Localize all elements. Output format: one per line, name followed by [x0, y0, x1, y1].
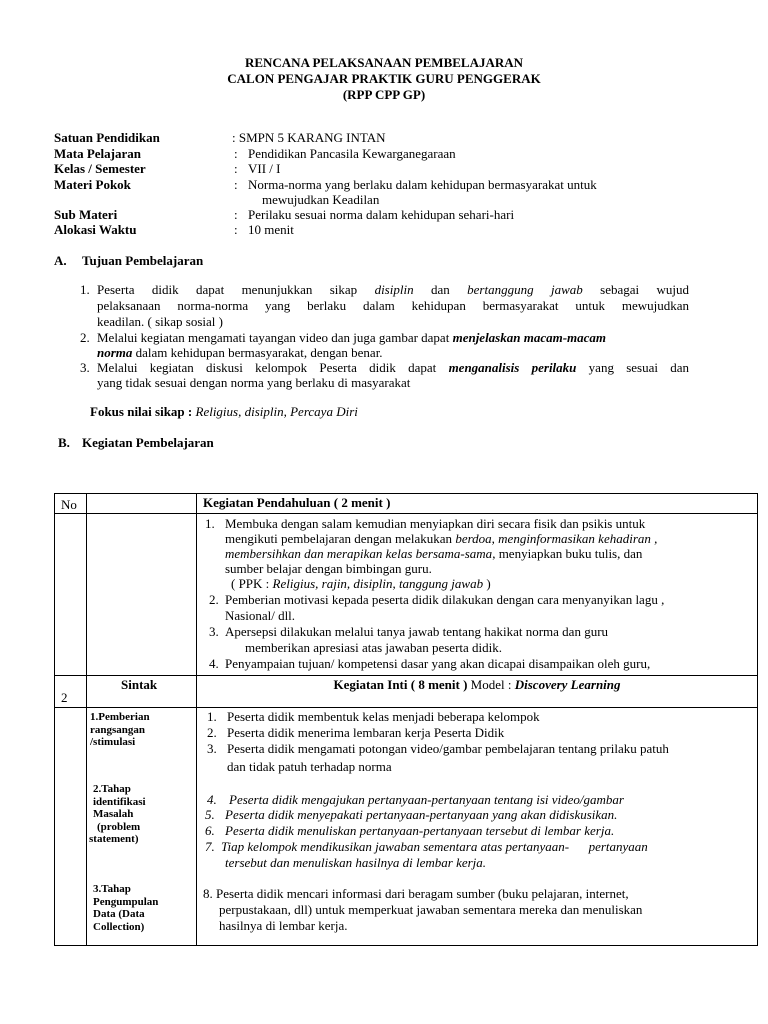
pend-1-l5: ( PPK : Religius, rajin, disiplin, tanggung jawab ): [231, 576, 491, 591]
colon: :: [234, 161, 238, 176]
section-b-heading: Kegiatan Pembelajaran: [82, 435, 214, 450]
inti-content: [197, 708, 758, 946]
table-row: [55, 494, 758, 514]
stage-1-label: 1.Pemberian rangsangan /stimulasi: [90, 711, 150, 748]
pend-3-l2: memberikan apresiasi atas jawaban peserta didik.: [245, 640, 503, 655]
inti-item-5: Peserta didik menyepakati pertanyaan-pertanyaan yang akan didiskusikan.: [225, 807, 618, 822]
table-row: [55, 676, 758, 708]
pend-3-l1: Apersepsi dilakukan melalui tanya jawab tentang hakikat norma dan guru: [225, 624, 609, 639]
sub-value: Perilaku sesuai norma dalam kehidupan sehari-hari: [248, 207, 515, 222]
list-num: 2.: [209, 592, 219, 607]
doc-title-line3: (RPP CPP GP): [342, 87, 426, 102]
list-num: 4.: [209, 656, 219, 671]
section-b-letter: B.: [58, 435, 70, 450]
pendahuluan-content: [197, 514, 758, 676]
kelas-label: Kelas / Semester: [54, 161, 146, 176]
materi-value-2: mewujudkan Keadilan: [262, 192, 380, 207]
satuan-label: Satuan Pendidikan: [54, 130, 160, 145]
list-num: 3.: [209, 624, 219, 639]
materi-value-1: Norma-norma yang berlaku dalam kehidupan bermasyarakat untuk: [248, 177, 597, 192]
list-num: 1.: [207, 709, 217, 724]
pend-1-l1: Membuka dengan salam kemudian menyiapkan diri secara fisik dan psikis untuk: [225, 516, 646, 531]
stage-3-label: 3.Tahap Pengumpulan Data (Data Collection): [93, 883, 159, 933]
list-num: 6.: [205, 823, 215, 838]
sub-label: Sub Materi: [54, 207, 118, 222]
list-num: 3.: [207, 741, 217, 756]
doc-title-line2: CALON PENGAJAR PRAKTIK GURU PENGGERAK: [227, 71, 541, 86]
no-header: No: [55, 494, 87, 514]
pend-4-l1: Penyampaian tujuan/ kompetensi dasar yang akan dicapai disampaikan oleh guru,: [225, 656, 651, 671]
inti-item-8c: hasilnya di lembar kerja.: [219, 918, 348, 933]
doc-title-line1: RENCANA PELAKSANAAN PEMBELAJARAN: [244, 55, 524, 70]
pendahuluan-header: Kegiatan Pendahuluan ( 2 menit ): [197, 494, 758, 514]
mapel-value: Pendidikan Pancasila Kewarganegaraan: [248, 146, 456, 161]
table-row: [55, 708, 758, 946]
inti-header: Kegiatan Inti ( 8 menit ) Model : Discovery Learning: [197, 676, 758, 708]
inti-item-3b: dan tidak patuh terhadap norma: [227, 759, 392, 774]
waktu-value: 10 menit: [248, 222, 294, 237]
inti-item-7: Tiap kelompok mendikusikan jawaban sementara atas pertanyaan- pertanyaan: [221, 839, 648, 854]
kelas-value: VII / I: [248, 161, 281, 176]
pend-2-l1: Pemberian motivasi kepada peserta didik dilakukan dengan cara menyanyikan lagu ,: [225, 592, 665, 607]
list-num: 5.: [205, 807, 215, 822]
list-num: 7.: [205, 839, 215, 854]
tujuan-3-num: 3.: [80, 360, 90, 375]
inti-item-3: Peserta didik mengamati potongan video/gambar pembelajaran tentang prilaku patuh: [227, 741, 669, 756]
pend-1-l3: membersihkan dan merapikan kelas bersama-sama, menyiapkan buku tulis, dan: [225, 546, 643, 561]
tujuan-1-line3: keadilan. ( sikap sosial ): [97, 314, 223, 329]
list-num: 4.: [207, 792, 217, 807]
pend-2-l2: Nasional/ dll.: [225, 608, 296, 623]
stage-2-label: 2.Tahap identifikasi Masalah (problem statement): [89, 783, 146, 845]
tujuan-1-num: 1.: [80, 282, 90, 297]
inti-item-6: Peserta didik menuliskan pertanyaan-pertanyaan tersebut di lembar kerja.: [225, 823, 615, 838]
inti-item-8: 8. Peserta didik mencari informasi dari beragam sumber (buku pelajaran, internet,: [203, 886, 629, 901]
colon: :: [234, 177, 238, 192]
tujuan-3-line1: Melalui kegiatan diskusi kelompok Peserta didik dapat menganalisis perilaku yang sesuai dan: [97, 360, 690, 375]
inti-item-1: Peserta didik membentuk kelas menjadi beberapa kelompok: [227, 709, 540, 724]
inti-item-7b: tersebut dan menuliskan hasilnya di lembar kerja.: [225, 855, 487, 870]
section-a-letter: A.: [54, 253, 67, 268]
sintak-column: [87, 708, 197, 946]
table-row: [55, 514, 758, 676]
tujuan-3-line2: yang tidak sesuai dengan norma yang berlaku di masyarakat: [97, 375, 411, 390]
colon: :: [234, 222, 238, 237]
fokus-nilai: Fokus nilai sikap : Religius, disiplin, Percaya Diri: [90, 404, 358, 419]
waktu-label: Alokasi Waktu: [54, 222, 137, 237]
section-a-heading: Tujuan Pembelajaran: [82, 253, 204, 268]
list-num: 2.: [207, 725, 217, 740]
pend-1-l2: mengikuti pembelajaran dengan melakukan berdoa, menginformasikan kehadiran ,: [225, 531, 658, 546]
pend-1-l4: sumber belajar dengan bimbingan guru.: [225, 561, 432, 576]
inti-item-2: Peserta didik menerima lembaran kerja Peserta Didik: [227, 725, 505, 740]
list-num: 1.: [205, 516, 215, 531]
tujuan-2-line2: norma dalam kehidupan bermasyarakat, dengan benar.: [97, 345, 383, 360]
row-no-2: 2: [55, 676, 87, 708]
tujuan-2-line1: Melalui kegiatan mengamati tayangan video dan juga gambar dapat menjelaskan macam-macam: [97, 330, 607, 345]
colon: :: [234, 207, 238, 222]
materi-label: Materi Pokok: [54, 177, 131, 192]
tujuan-1-line2: pelaksanaan norma-norma yang berlaku dalam kehidupan bermasyarakat untuk mewujudkan: [97, 298, 689, 313]
satuan-value: : SMPN 5 KARANG INTAN: [232, 130, 386, 145]
mapel-label: Mata Pelajaran: [54, 146, 142, 161]
colon: :: [234, 146, 238, 161]
tujuan-2-num: 2.: [80, 330, 90, 345]
tujuan-1-line1: Peserta didik dapat menunjukkan sikap disiplin dan bertanggung jawab sebagai wujud: [97, 282, 690, 297]
sintak-header: Sintak: [87, 676, 197, 708]
kegiatan-table: [54, 493, 758, 946]
inti-item-4: Peserta didik mengajukan pertanyaan-pertanyaan tentang isi video/gambar: [229, 792, 624, 807]
inti-item-8b: perpustakaan, dll) untuk memperkuat jawaban sementara mereka dan menuliskan: [219, 902, 643, 917]
